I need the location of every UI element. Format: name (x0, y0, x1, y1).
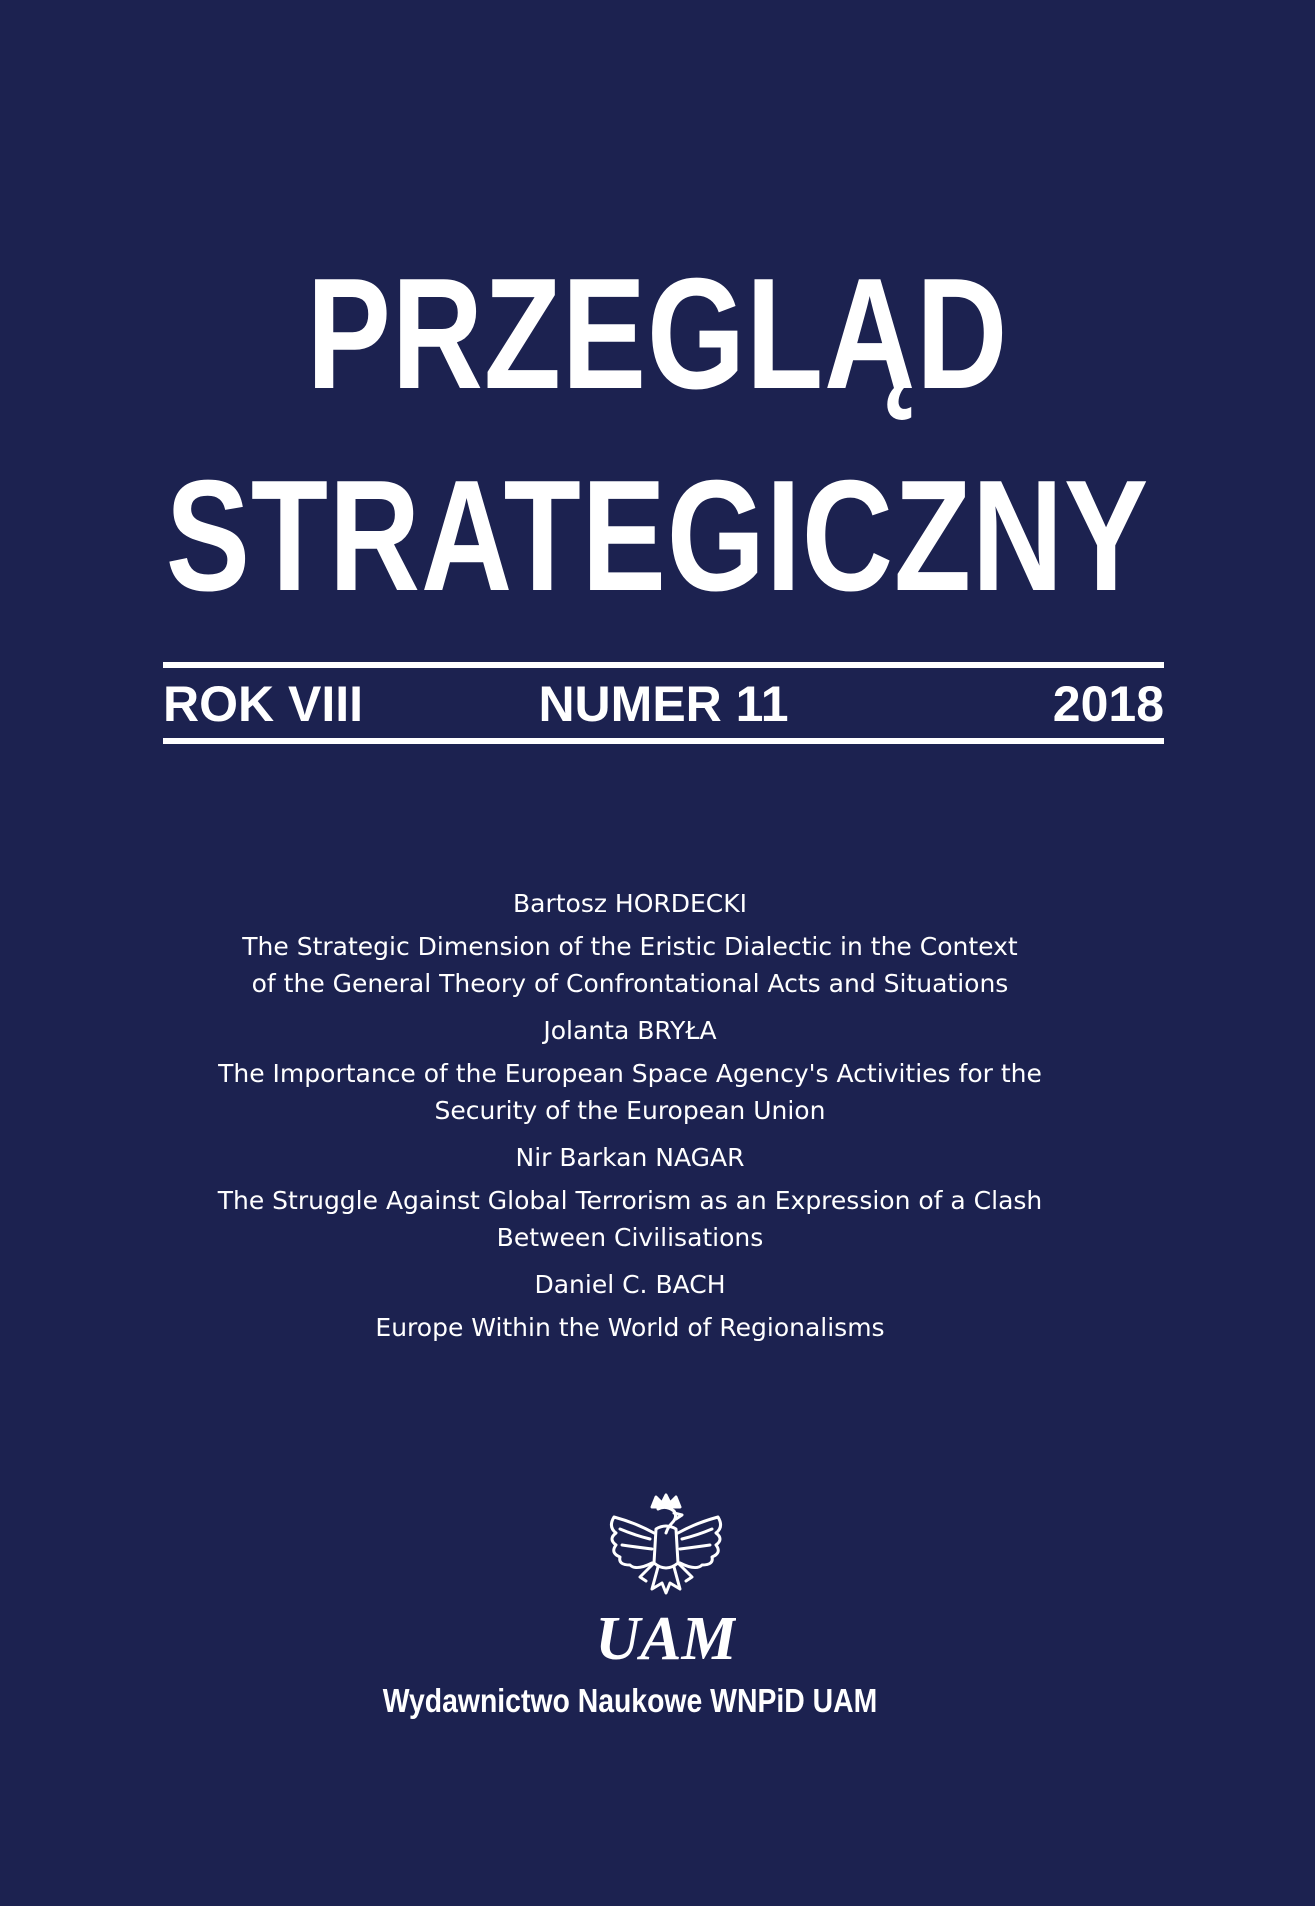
eagle-crest-icon (596, 1493, 736, 1663)
article-title: Security of the European Union (434, 1096, 826, 1125)
journal-title-line-2: STRATEGICZNY (165, 448, 1150, 624)
publisher-name: Wydawnictwo Naukowe WNPiD UAM (382, 1682, 878, 1719)
article-entry (130, 1012, 1130, 1129)
article-entry (130, 1266, 1130, 1346)
logo-text: UAM (596, 1605, 736, 1663)
article-title: The Strategic Dimension of the Eristic Dialectic in the Context (242, 932, 1018, 961)
article-title: Between Civilisations (496, 1223, 764, 1252)
top-rule (163, 662, 1164, 668)
uam-logo (596, 1493, 736, 1663)
article-author: Nir Barkan NAGAR (515, 1143, 745, 1172)
article-author: Daniel C. BACH (534, 1270, 726, 1299)
issue-info (163, 672, 1164, 736)
journal-title-line-1: PRZEGLĄD (306, 246, 1009, 422)
bottom-rule (163, 738, 1164, 744)
issue-year: 2018 (1052, 676, 1164, 732)
article-title: Europe Within the World of Regionalisms (375, 1313, 885, 1342)
article-entry (130, 885, 1130, 1002)
article-entry (130, 1139, 1130, 1256)
article-title: The Importance of the European Space Agency's Activities for the (218, 1059, 1042, 1088)
table-of-contents (130, 885, 1130, 1356)
article-title: of the General Theory of Confrontational Acts and Situations (251, 969, 1009, 998)
article-title: The Struggle Against Global Terrorism as an Expression of a Clash (217, 1186, 1043, 1215)
article-author: Jolanta BRYŁA (543, 1016, 717, 1045)
volume-label: ROK VIII (163, 676, 364, 732)
article-author: Bartosz HORDECKI (512, 889, 748, 918)
issue-number: NUMER 11 (538, 676, 789, 732)
